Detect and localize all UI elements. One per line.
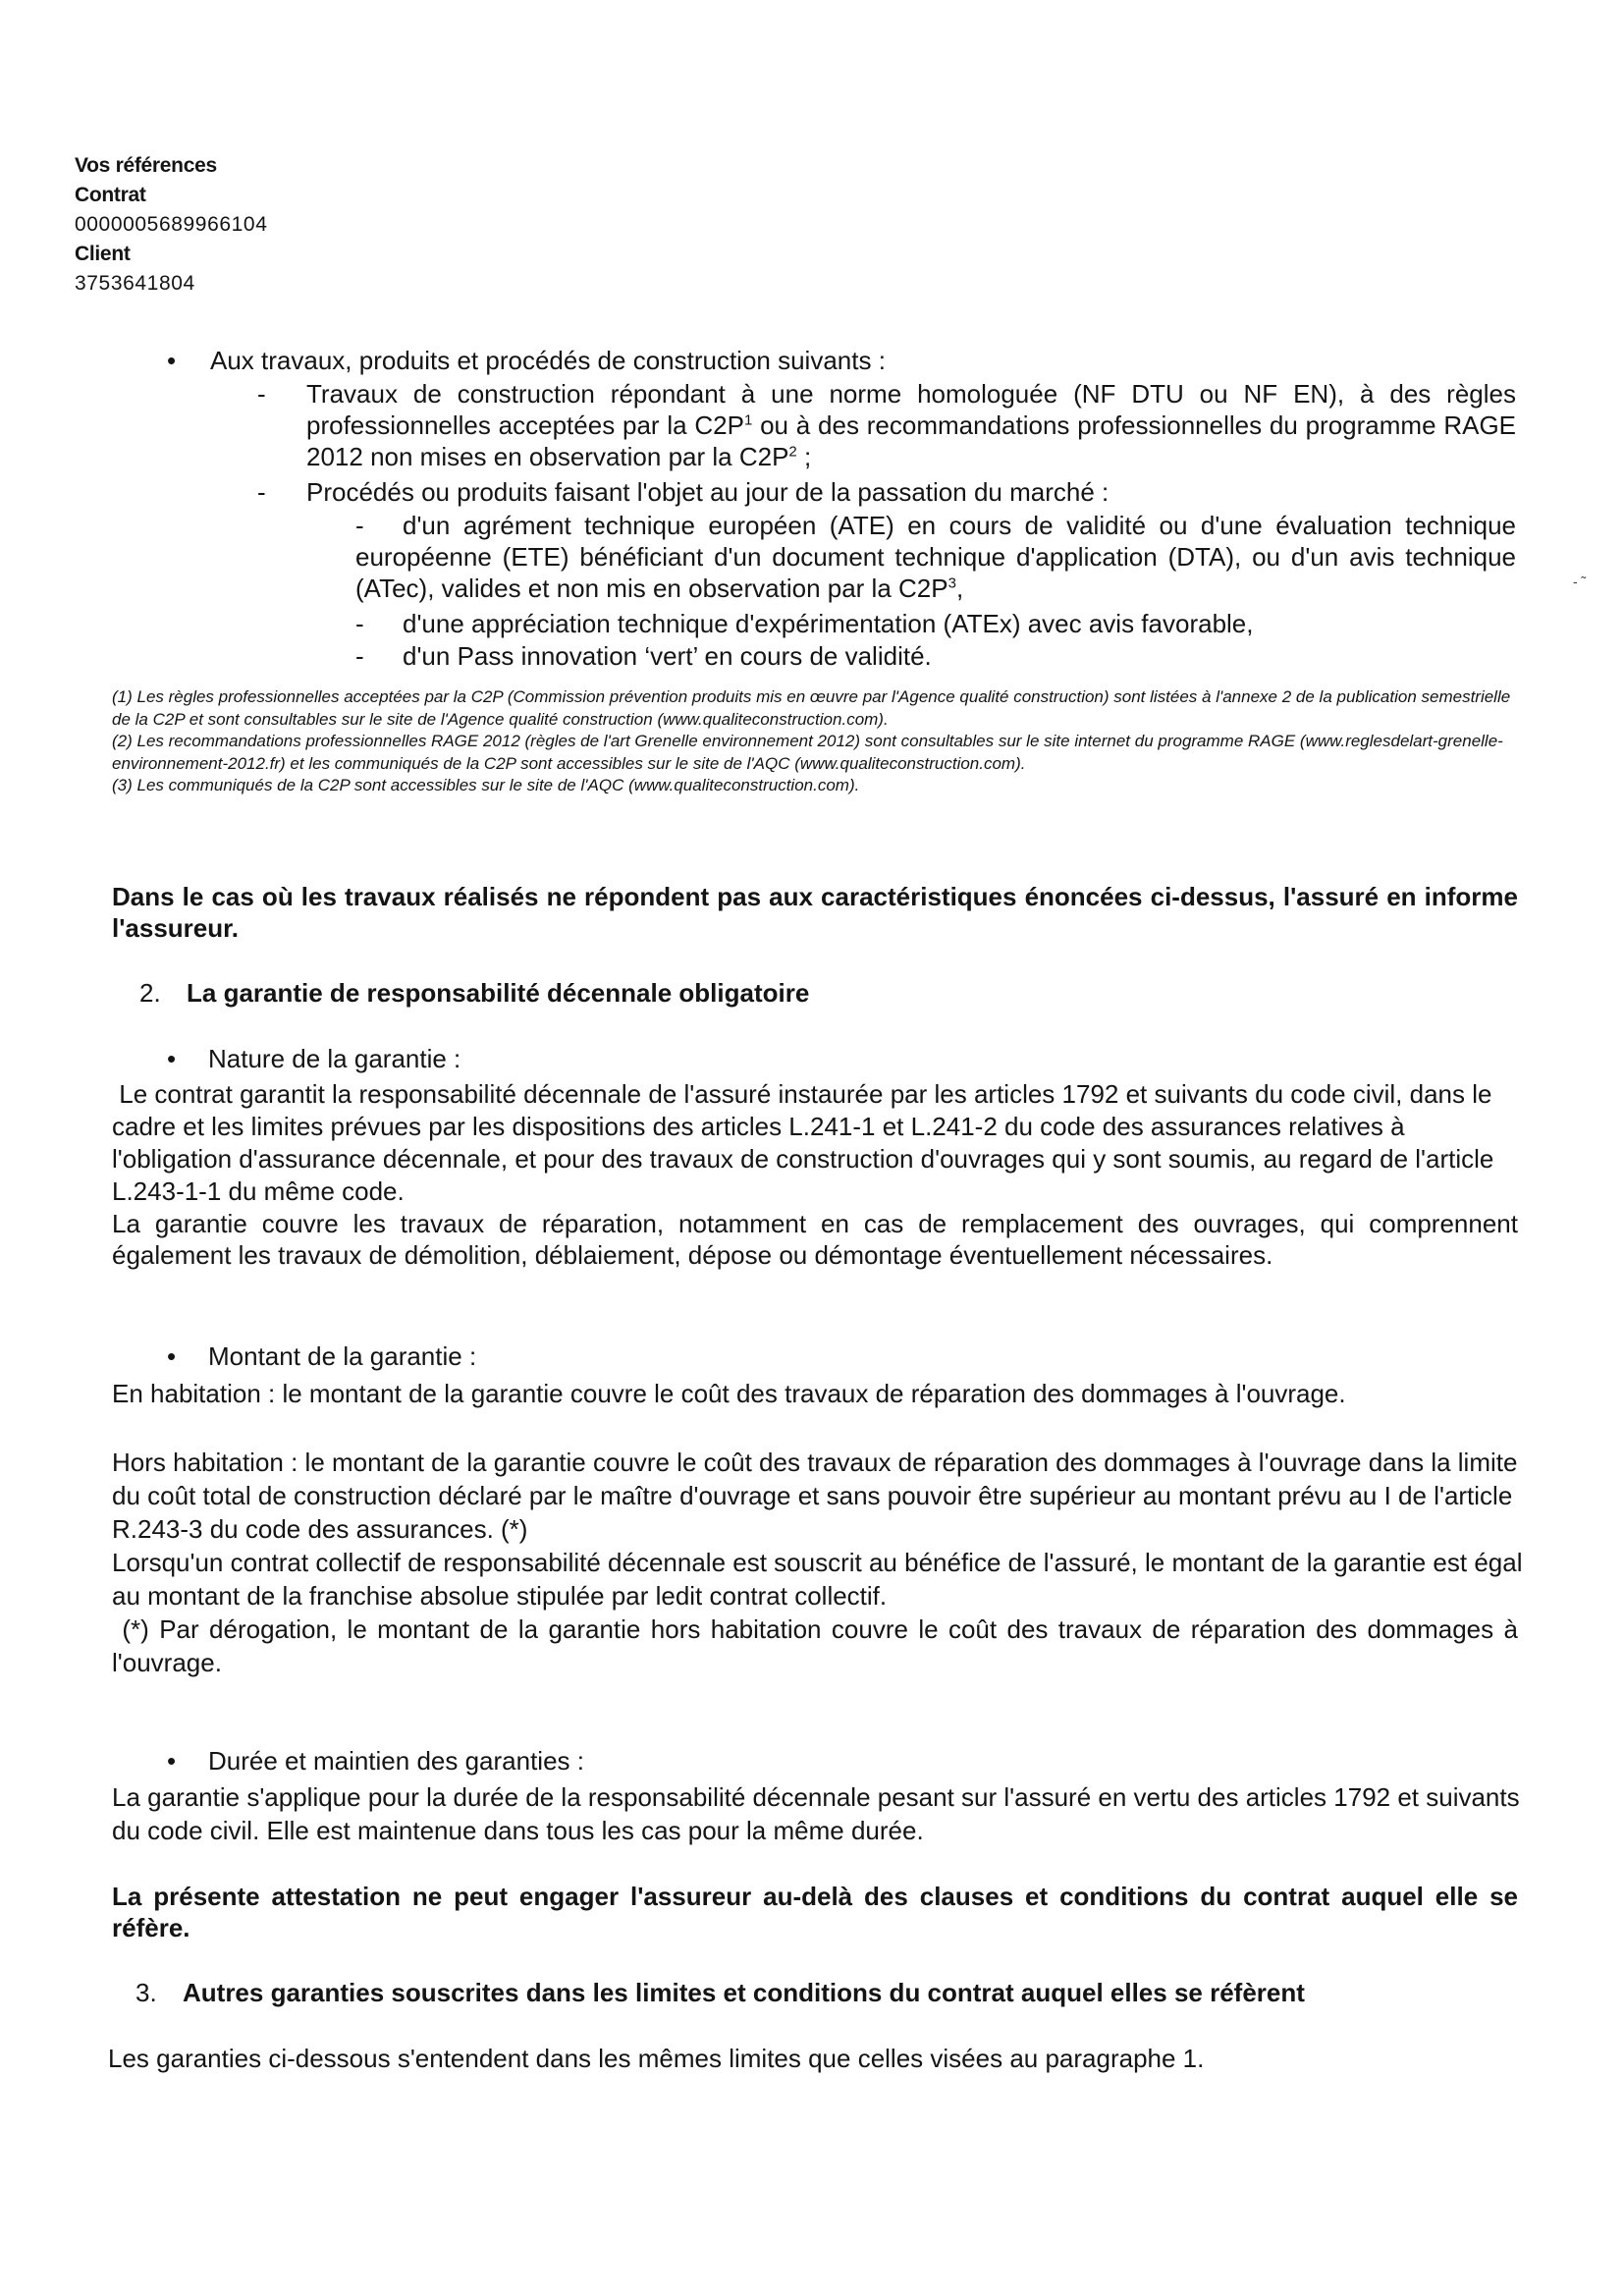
dash-icon: - — [257, 379, 266, 409]
dash-icon: - — [355, 641, 364, 671]
bullet-icon: • — [167, 346, 177, 375]
duree-paragraph-1: La garantie s'applique pour la durée de la responsabilité décennale pesant sur l'assuré en vertu des articles 1792 et suivants du code civil. Elle est maintenue dans tous les cas pour la même durée. — [112, 1782, 1520, 1845]
section-2-number: 2. — [139, 978, 161, 1008]
bullet-icon: • — [167, 1044, 177, 1073]
works-intro: Aux travaux, produits et procédés de construction suivants : — [210, 346, 886, 375]
bullet-icon: • — [167, 1341, 177, 1371]
contract-label: Contrat — [75, 184, 146, 206]
nature-label: Nature de la garantie : — [208, 1044, 461, 1073]
client-label: Client — [75, 243, 131, 265]
footnote-2: (2) Les recommandations professionnelles RAGE 2012 (règles de l'art Grenelle environnement 2012) sont consultables sur le site internet du programme RAGE (www.reglesdelart-grenelle-environnement-2012.fr) et les communiqués de la C2P sont accessibles sur le site de l'AQC (www.qualiteconstruction.com). — [112, 732, 1503, 773]
section-3-paragraph: Les garanties ci-dessous s'entendent dans les mêmes limites que celles visées au paragraphe 1. — [108, 2044, 1205, 2073]
montant-paragraph-4: (*) Par dérogation, le montant de la garantie hors habitation couvre le coût des travaux de réparation des dommages à l'ouvrage. — [112, 1614, 1526, 1677]
works-item-processes: Procédés ou produits faisant l'objet au jour de la passation du marché : — [306, 477, 1110, 507]
works-sub-ate: d'un agrément technique européen (ATE) en cours de validité ou d'une évaluation technique européenne (ETE) bénéficiant d'un document technique d'application (DTA), ou d'un avis technique (ATec), valides et non mis en observation par la $C2P^3$, — [355, 511, 1516, 603]
bullet-icon: • — [167, 1746, 177, 1776]
section-3-title: Autres garanties souscrites dans les limites et conditions du contrat auquel elles se réfèrent — [183, 1978, 1305, 2007]
footnotes — [112, 686, 1518, 797]
dash-icon: - — [355, 511, 364, 540]
footnote-1: (1) Les règles professionnelles acceptées par la C2P (Commission prévention produits mis en œuvre par l'Agence qualité construction) sont listées à l'annexe 2 de la publication semestrielle de la C2P et sont consultables sur le site de l'Agence qualité construction (www.qualiteconstruction.com). — [112, 687, 1511, 729]
dash-icon: - — [355, 609, 364, 638]
contract-number: 0000005689966104 — [75, 213, 268, 236]
notice-non-conformity: Dans le cas où les travaux réalisés ne répondent pas aux caractéristiques énoncées ci-dessus, l'assuré en informe l'assureur. — [112, 882, 1518, 943]
section-2-title: La garantie de responsabilité décennale obligatoire — [187, 978, 810, 1008]
notice-limits: La présente attestation ne peut engager l'assureur au-delà des clauses et conditions du contrat auquel elle se réfère. — [112, 1882, 1518, 1942]
nature-paragraph-1: Le contrat garantit la responsabilité décennale de l'assuré instaurée par les articles 1792 et suivants du code civil, dans le cadre et les limites prévues par les dispositions des articles L.241-1 et L.241-2 du code des assurances relatives à l'obligation d'assurance décennale, et pour des travaux de construction d'ouvrages qui y sont soumis, au regard de l'article L.243-1-1 du même code. — [112, 1079, 1501, 1206]
footnote-3: (3) Les communiqués de la C2P sont accessibles sur le site de l'AQC (www.qualiteconstruction.com). — [112, 776, 860, 794]
works-item-standards: Travaux de construction répondant à une norme homologuée (NF DTU ou NF EN), à des règles professionnelles acceptées par la $C2P^1$ ou à des recommandations professionnelles du programme RAGE 2012 non mises en observation par la $C2P^2$ ; — [306, 379, 1517, 471]
duree-label: Durée et maintien des garanties : — [208, 1746, 584, 1776]
client-number: 3753641804 — [75, 272, 195, 295]
works-sub-atex: d'une appréciation technique d'expérimentation (ATEx) avec avis favorable, — [403, 609, 1254, 638]
montant-paragraph-2: Hors habitation : le montant de la garantie couvre le coût des travaux de réparation des dommages à l'ouvrage dans la limite du coût total de construction déclaré par le maître d'ouvrage et sans pouvoir être supérieur au montant prévu au I de l'article R.243-3 du code des assurances. (*) — [112, 1448, 1518, 1544]
references-block — [75, 151, 267, 299]
montant-paragraph-1: En habitation : le montant de la garantie couvre le coût des travaux de réparation des dommages à l'ouvrage. — [112, 1379, 1346, 1408]
nature-paragraph-2: La garantie couvre les travaux de réparation, notamment en cas de remplacement des ouvrages, qui comprennent également les travaux de démolition, déblaiement, dépose ou démontage éventuellement nécessaires. — [112, 1209, 1518, 1270]
section-3-number: 3. — [135, 1978, 157, 2007]
montant-label: Montant de la garantie : — [208, 1341, 477, 1371]
references-title: Vos références — [75, 154, 217, 177]
works-sub-pass: d'un Pass innovation ‘vert’ en cours de validité. — [403, 641, 932, 671]
scan-mark: - ˜ — [1573, 574, 1587, 589]
dash-icon: - — [257, 477, 266, 507]
montant-paragraph-3: Lorsqu'un contrat collectif de responsabilité décennale est souscrit au bénéfice de l'assuré, le montant de la garantie est égal au montant de la franchise absolue stipulée par ledit contrat collectif. — [112, 1548, 1523, 1611]
